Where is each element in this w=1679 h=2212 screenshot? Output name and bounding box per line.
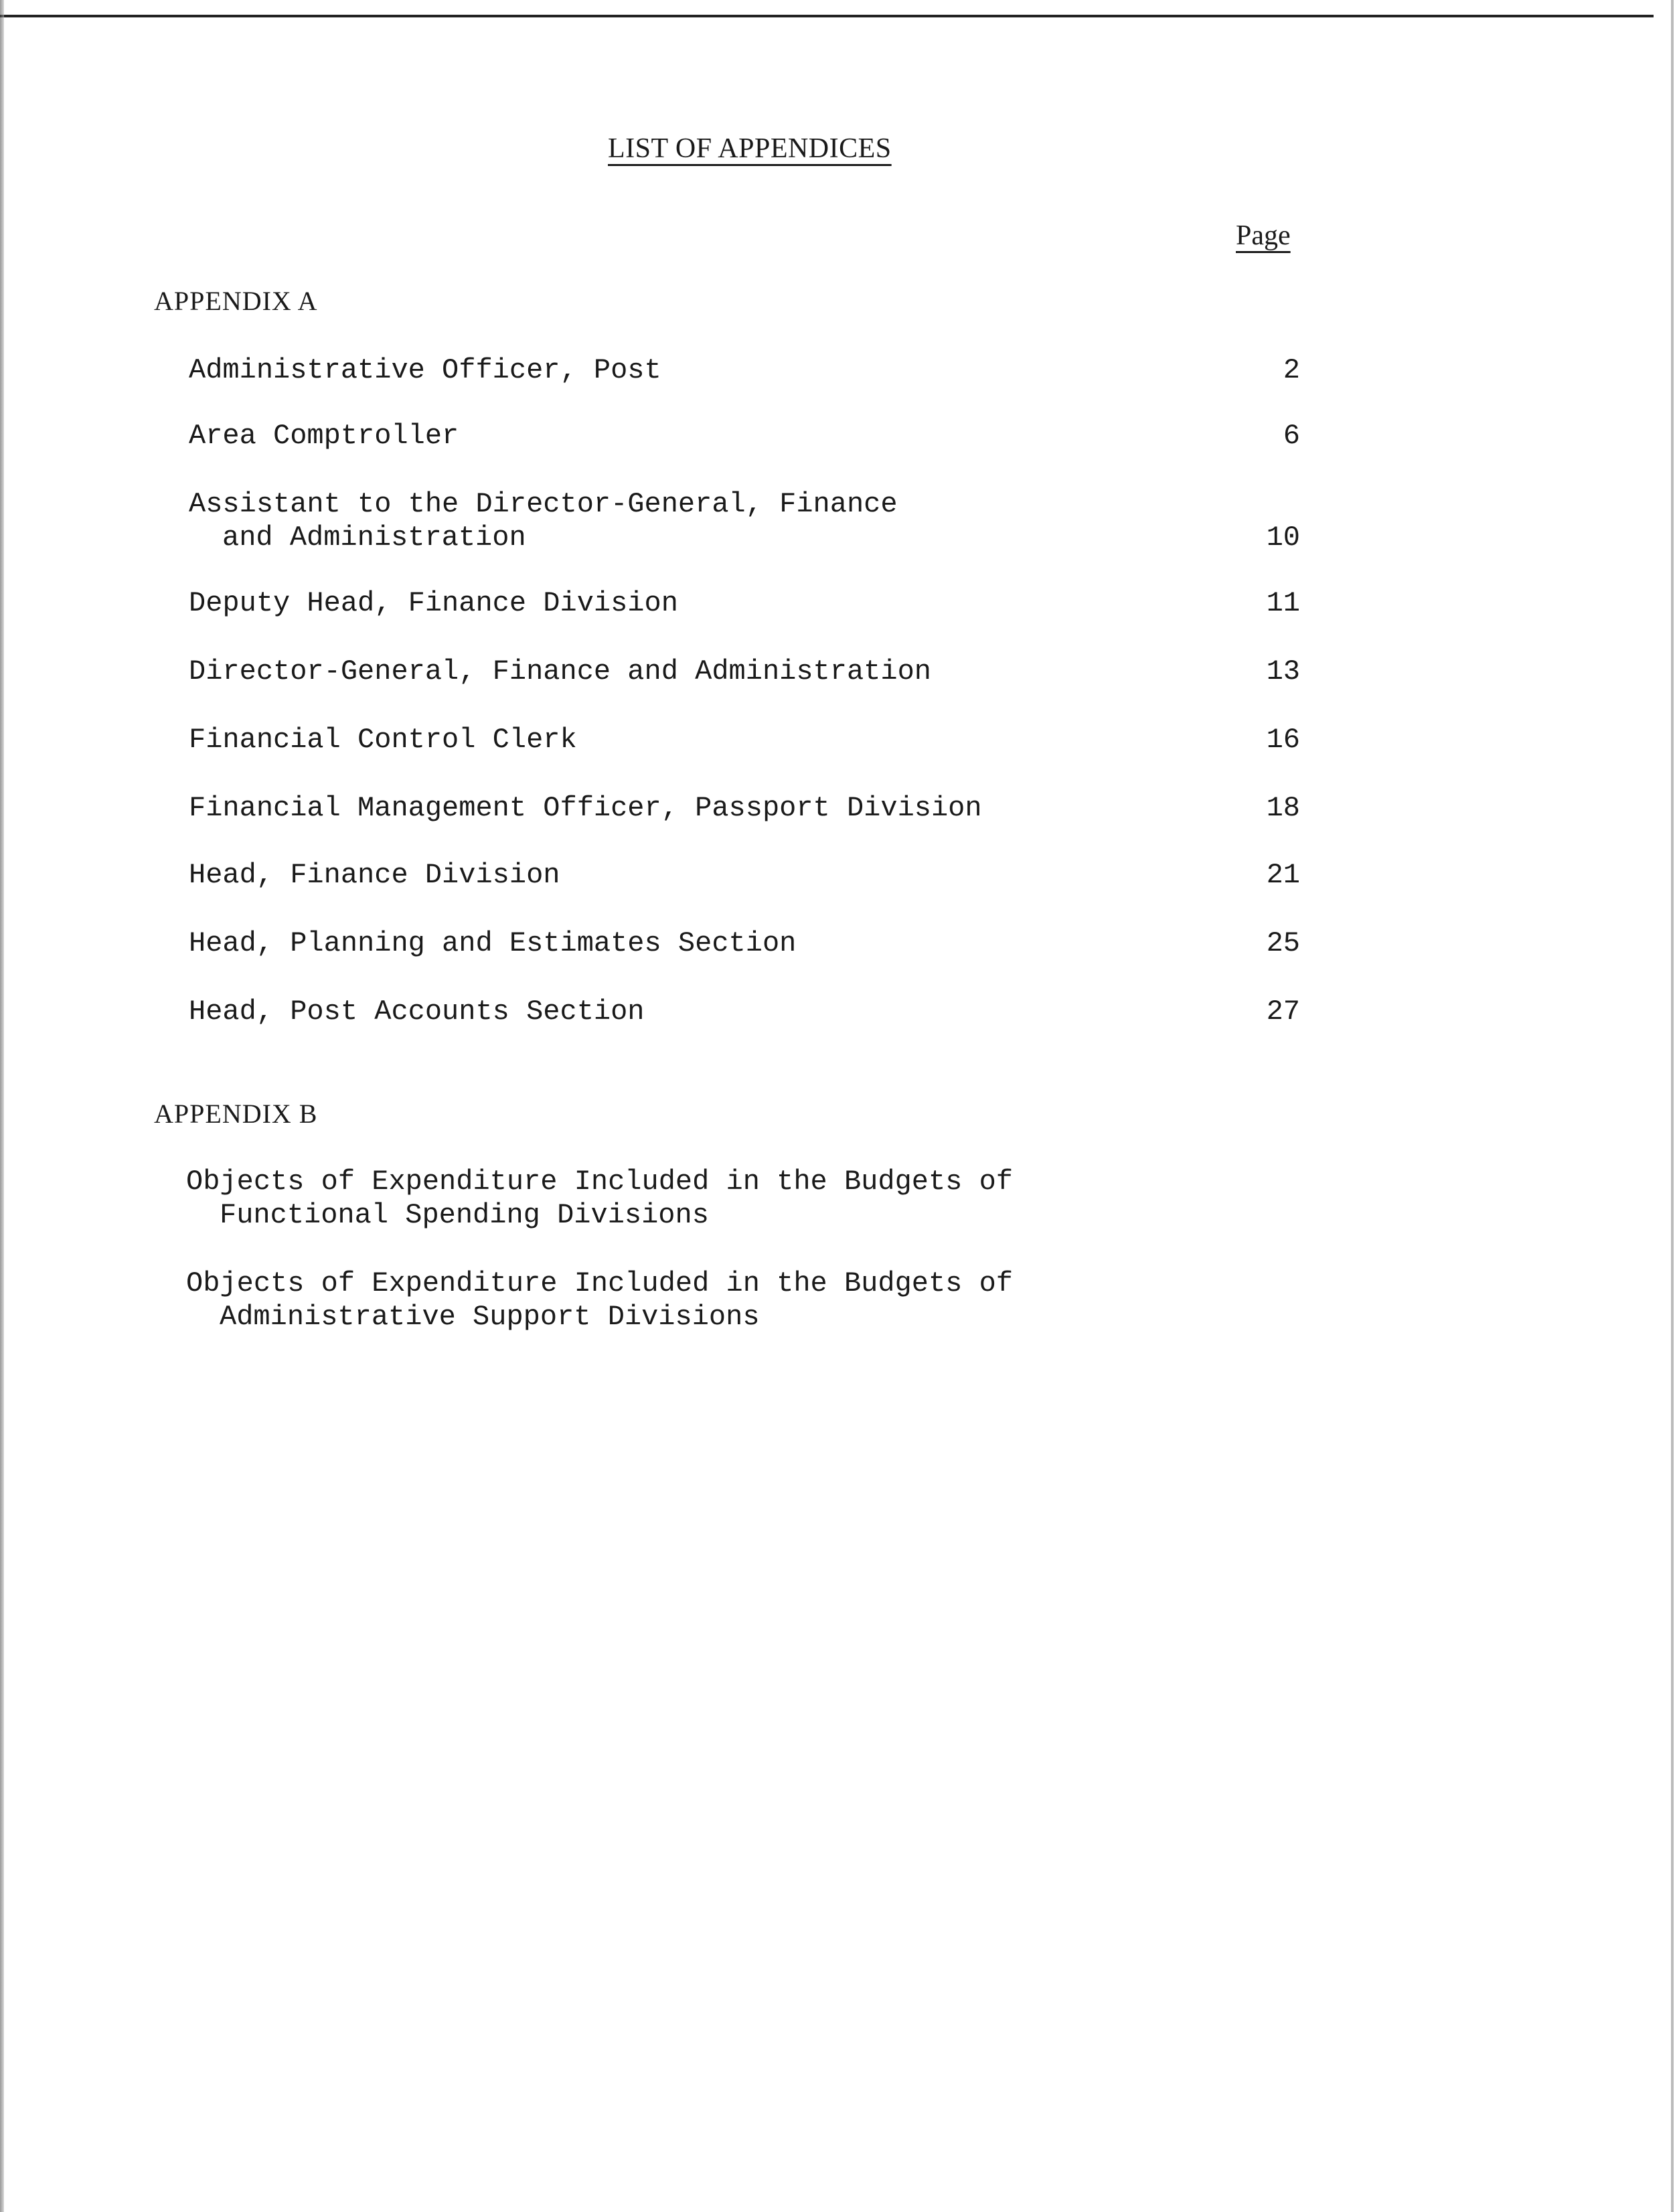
toc-entry-page: 27 [1266,996,1300,1028]
toc-entry-title: Head, Planning and Estimates Section [189,927,797,959]
toc-entry-title: Director-General, Finance and Administration [189,655,931,688]
toc-entry[interactable] [186,1165,1297,1232]
toc-entry-page: 18 [1266,792,1300,824]
toc-entry-title-line1: Assistant to the Director-General, Finance [189,488,898,520]
toc-entry[interactable] [189,791,1300,825]
page-column-header: Page [1236,220,1291,251]
toc-entry-title-line2: Administrative Support Divisions [220,1301,760,1333]
toc-entry[interactable] [189,723,1300,757]
toc-entry-title-line1: Objects of Expenditure Included in the Budgets of [186,1166,1014,1198]
toc-entry-title: Area Comptroller [189,420,459,452]
toc-entry[interactable] [186,1267,1297,1334]
toc-entry-page: 16 [1266,724,1300,756]
toc-entry[interactable] [189,858,1300,892]
toc-entry-page: 25 [1266,927,1300,959]
toc-entry-page: 11 [1266,587,1300,619]
toc-entry-title: Financial Management Officer, Passport Division [189,792,982,824]
toc-entry-title: Financial Control Clerk [189,724,577,756]
toc-entry-page: 2 [1283,354,1300,386]
toc-entry-title: Administrative Officer, Post [189,354,661,386]
toc-entry-page: 6 [1283,420,1300,452]
toc-entry-title-line2: Functional Spending Divisions [220,1199,709,1231]
toc-entry-page: 21 [1266,859,1300,891]
document-title: LIST OF APPENDICES [608,133,892,164]
toc-entry-page: 13 [1266,655,1300,688]
toc-entry-title-line2: and Administration [222,522,526,554]
toc-entry[interactable] [189,419,1300,453]
appendix-a-heading: APPENDIX A [154,286,318,316]
toc-entry[interactable] [189,586,1300,620]
toc-entry[interactable] [189,927,1300,960]
page-right-edge [1671,0,1674,2212]
toc-entry-title: Deputy Head, Finance Division [189,587,678,619]
toc-entry-title-line1: Objects of Expenditure Included in the Budgets of [186,1267,1014,1299]
toc-entry-title: Head, Finance Division [189,859,560,891]
toc-entry[interactable] [189,655,1300,688]
appendix-b-heading: APPENDIX B [154,1099,318,1129]
toc-entry-page: 10 [1266,522,1300,554]
toc-entry-title: Head, Post Accounts Section [189,996,645,1028]
toc-entry[interactable] [189,353,1300,387]
toc-entry[interactable] [189,487,1300,554]
page-left-edge [0,0,4,2212]
page-top-edge [0,0,1654,17]
toc-entry[interactable] [189,995,1300,1028]
